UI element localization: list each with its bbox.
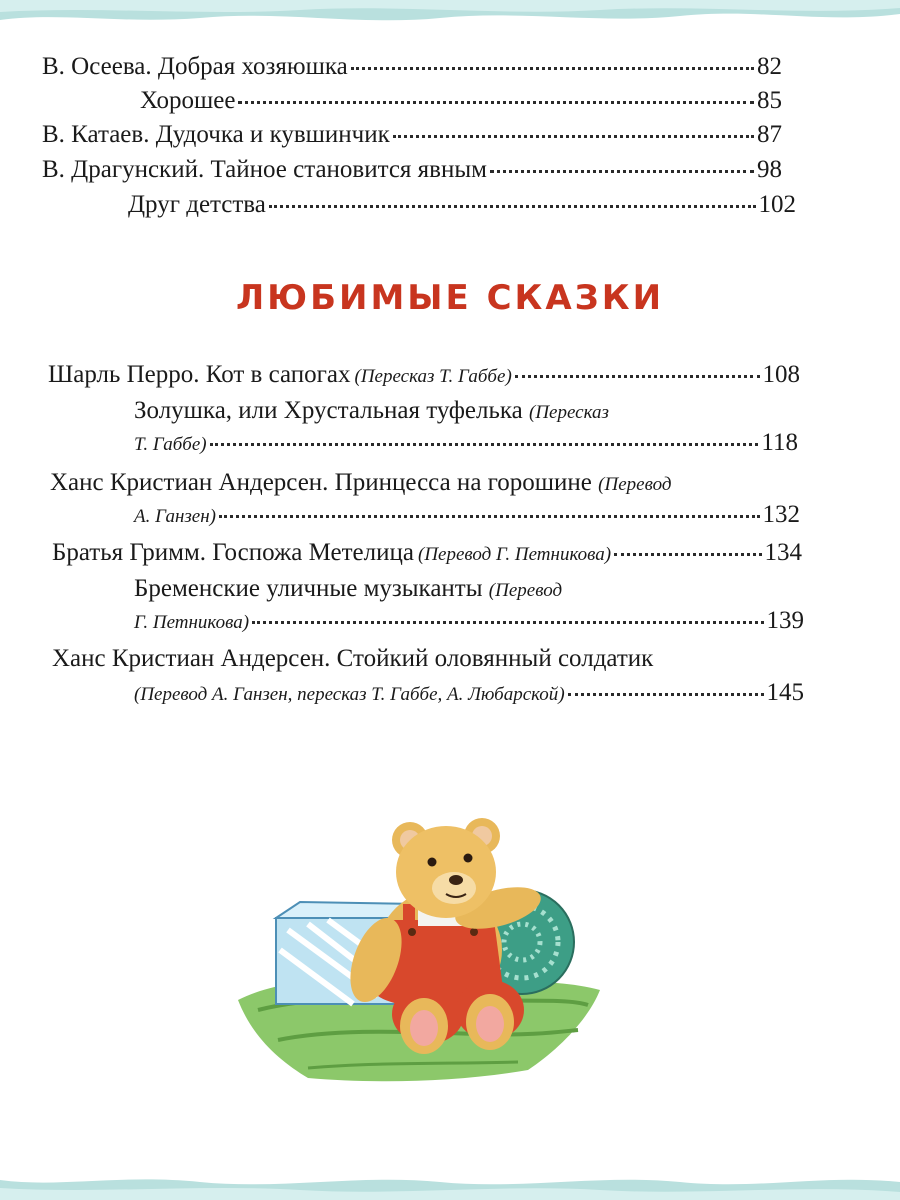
toc-entry-note-text: Пересказ <box>535 402 609 423</box>
toc-entry-title: Хорошее <box>140 87 236 114</box>
toc-entry <box>42 120 782 150</box>
leader-dots <box>210 443 759 446</box>
toc-entry-note-text: Пересказ Т. Габбе <box>360 366 506 387</box>
toc-entry-note-text: Г. Петникова <box>134 612 243 633</box>
leader-dots <box>614 553 761 556</box>
bottom-border-decoration <box>0 1160 900 1200</box>
toc-entry-note: Г. Петникова) <box>134 612 250 633</box>
toc-entry-page: 102 <box>758 191 796 218</box>
toc-entry-note-text: Перевод А. Ганзен, пересказ Т. Габбе, А. Любарской <box>140 684 559 705</box>
leader-dots <box>515 375 760 378</box>
toc-entry-title: Шарль Перро. Кот в сапогах <box>48 361 351 388</box>
toc-entry-note: (Перевод <box>598 474 672 495</box>
toc-entry-note: (Пересказ <box>529 402 609 423</box>
toc-entry-note: А. Ганзен) <box>134 506 216 527</box>
toc-entry-page: 139 <box>766 607 804 634</box>
toc-entry-page: 108 <box>762 361 800 388</box>
toc-entry-note: (Перевод Г. Петникова) <box>417 544 612 565</box>
toc-entry-note: (Пересказ Т. Габбе) <box>354 366 512 387</box>
toc-entry-title: Братья Гримм. Госпожа Метелица <box>52 539 414 566</box>
toc-entry <box>42 52 782 82</box>
toc-entry-note-text: Т. Габбе <box>134 434 201 455</box>
toc-entry-note: (Перевод А. Ганзен, пересказ Т. Габбе, А. Любарской) <box>134 684 565 705</box>
toc-entry-note: Т. Габбе) <box>134 434 207 455</box>
toc-entry-first-line <box>50 468 671 500</box>
toc-entry-first-line <box>52 644 653 674</box>
toc-entry-first-line <box>134 396 609 428</box>
toc-entry-note-text: Перевод Г. Петникова <box>424 544 605 565</box>
toc-entry-title: Ханс Кристиан Андерсен. Принцесса на горошине <box>50 469 592 496</box>
toc-entry <box>52 538 802 570</box>
leader-dots <box>351 67 754 70</box>
top-border-decoration <box>0 0 900 40</box>
toc-entry-continuation <box>134 500 800 532</box>
leader-dots <box>568 693 764 696</box>
teddy-bear-illustration <box>228 800 620 1090</box>
section-heading: ЛЮБИМЫЕ СКАЗКИ <box>235 278 665 318</box>
toc-entry <box>128 190 796 220</box>
toc-entry-title: В. Осеева. Добрая хозяюшка <box>42 53 348 80</box>
toc-entry-continuation <box>134 606 804 638</box>
toc-entry <box>42 155 782 185</box>
toc-entry-continuation <box>134 428 798 460</box>
toc-entry-first-line <box>134 574 562 606</box>
toc-entry-title: Друг детства <box>128 191 266 218</box>
leader-dots <box>393 135 754 138</box>
toc-entry-page: 145 <box>766 679 804 706</box>
toc-entry-page: 132 <box>762 501 800 528</box>
toc-entry-page: 87 <box>757 121 782 148</box>
toc-entry-page: 98 <box>757 156 782 183</box>
toc-entry-note-text: Перевод <box>495 580 563 601</box>
leader-dots <box>219 515 760 518</box>
leader-dots <box>238 101 754 104</box>
toc-entry-title: Золушка, или Хрустальная туфелька <box>134 397 523 424</box>
toc-entry-note-text: А. Ганзен <box>134 506 210 527</box>
toc-entry-title: Ханс Кристиан Андерсен. Стойкий оловянный солдатик <box>52 645 654 672</box>
leader-dots <box>490 170 754 173</box>
toc-entry-title: Бременские уличные музыканты <box>134 575 483 602</box>
toc-entry-note: (Перевод <box>488 580 563 601</box>
toc-entry-page: 118 <box>761 429 798 456</box>
leader-dots <box>252 621 763 624</box>
toc-entry-page: 85 <box>757 87 782 114</box>
toc-entry <box>140 86 782 116</box>
toc-entry-title: В. Драгунский. Тайное становится явным <box>42 156 487 183</box>
toc-entry-page: 134 <box>764 539 802 566</box>
toc-entry-note-text: Перевод <box>604 474 672 495</box>
toc-entry <box>48 360 800 392</box>
leader-dots <box>269 205 756 208</box>
toc-entry-continuation <box>134 678 804 710</box>
toc-entry-title: В. Катаев. Дудочка и кувшинчик <box>42 121 390 148</box>
toc-entry-page: 82 <box>757 53 782 80</box>
